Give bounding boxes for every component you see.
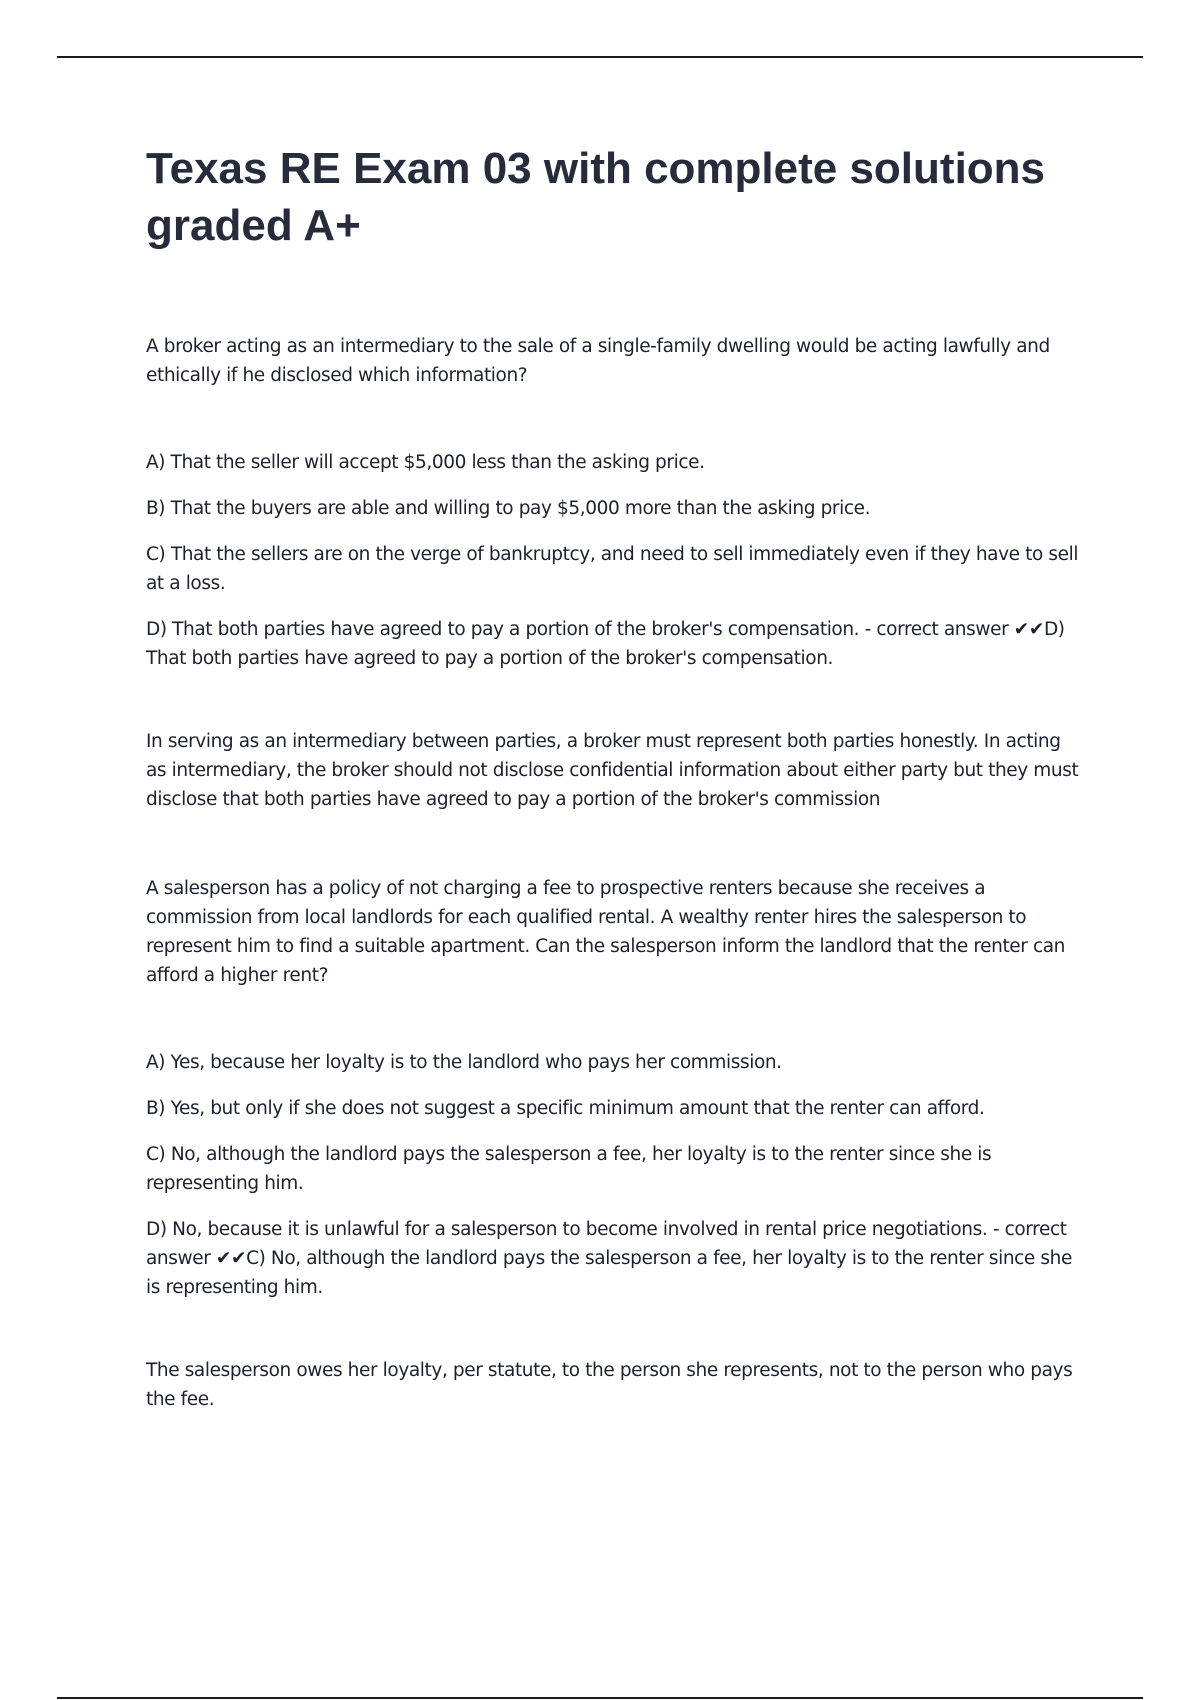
question-2-options [146,1048,1086,1302]
question-1-explanation: In serving as an intermediary between parties, a broker must represent both parties honestly. In acting as intermediary, the broker should not disclose confidential information about either party but they must disclose that both parties have agreed to pay a portion of the broker's commission [146,731,1079,810]
bottom-rule [57,1697,1143,1699]
question-1-option-c: C) That the sellers are on the verge of bankruptcy, and need to sell immediately even if they have to sell at a loss. [146,544,1079,594]
question-2-explanation: The salesperson owes her loyalty, per statute, to the person she represents, not to the person who pays the fee. [146,1360,1073,1410]
question-1-option-a: A) That the seller will accept $5,000 less than the asking price. [146,452,705,473]
question-1-options [146,448,1086,673]
question-2-option-a: A) Yes, because her loyalty is to the landlord who pays her commission. [146,1052,782,1073]
question-2-option-b: B) Yes, but only if she does not suggest a specific minimum amount that the renter can afford. [146,1098,985,1119]
question-2-option-d-answer: D) No, because it is unlawful for a salesperson to become involved in rental price negotiations. - correct answer ✔✔C) No, although the landlord pays the salesperson a fee, her loyalty is to the renter since she is representing him. [146,1219,1072,1298]
question-2-text: A salesperson has a policy of not charging a fee to prospective renters because she receives a commission from local landlords for each qualified rental. A wealthy renter hires the salesperson to represent him to find a suitable apartment. Can the salesperson inform the landlord that the renter can afford a higher rent? [146,878,1065,986]
document-title: Texas RE Exam 03 with complete solutions graded A+ [146,144,1046,250]
top-rule [57,56,1143,58]
question-1-option-b: B) That the buyers are able and willing to pay $5,000 more than the asking price. [146,498,871,519]
question-1-option-d-answer: D) That both parties have agreed to pay a portion of the broker's compensation. - correct answer ✔✔D) That both parties have agreed to pay a portion of the broker's compensation. [146,619,1065,669]
document-body [146,140,1086,1414]
question-2-option-c: C) No, although the landlord pays the salesperson a fee, her loyalty is to the renter since she is representing him. [146,1144,992,1194]
question-1-text: A broker acting as an intermediary to the sale of a single-family dwelling would be acting lawfully and ethically if he disclosed which information? [146,336,1050,386]
